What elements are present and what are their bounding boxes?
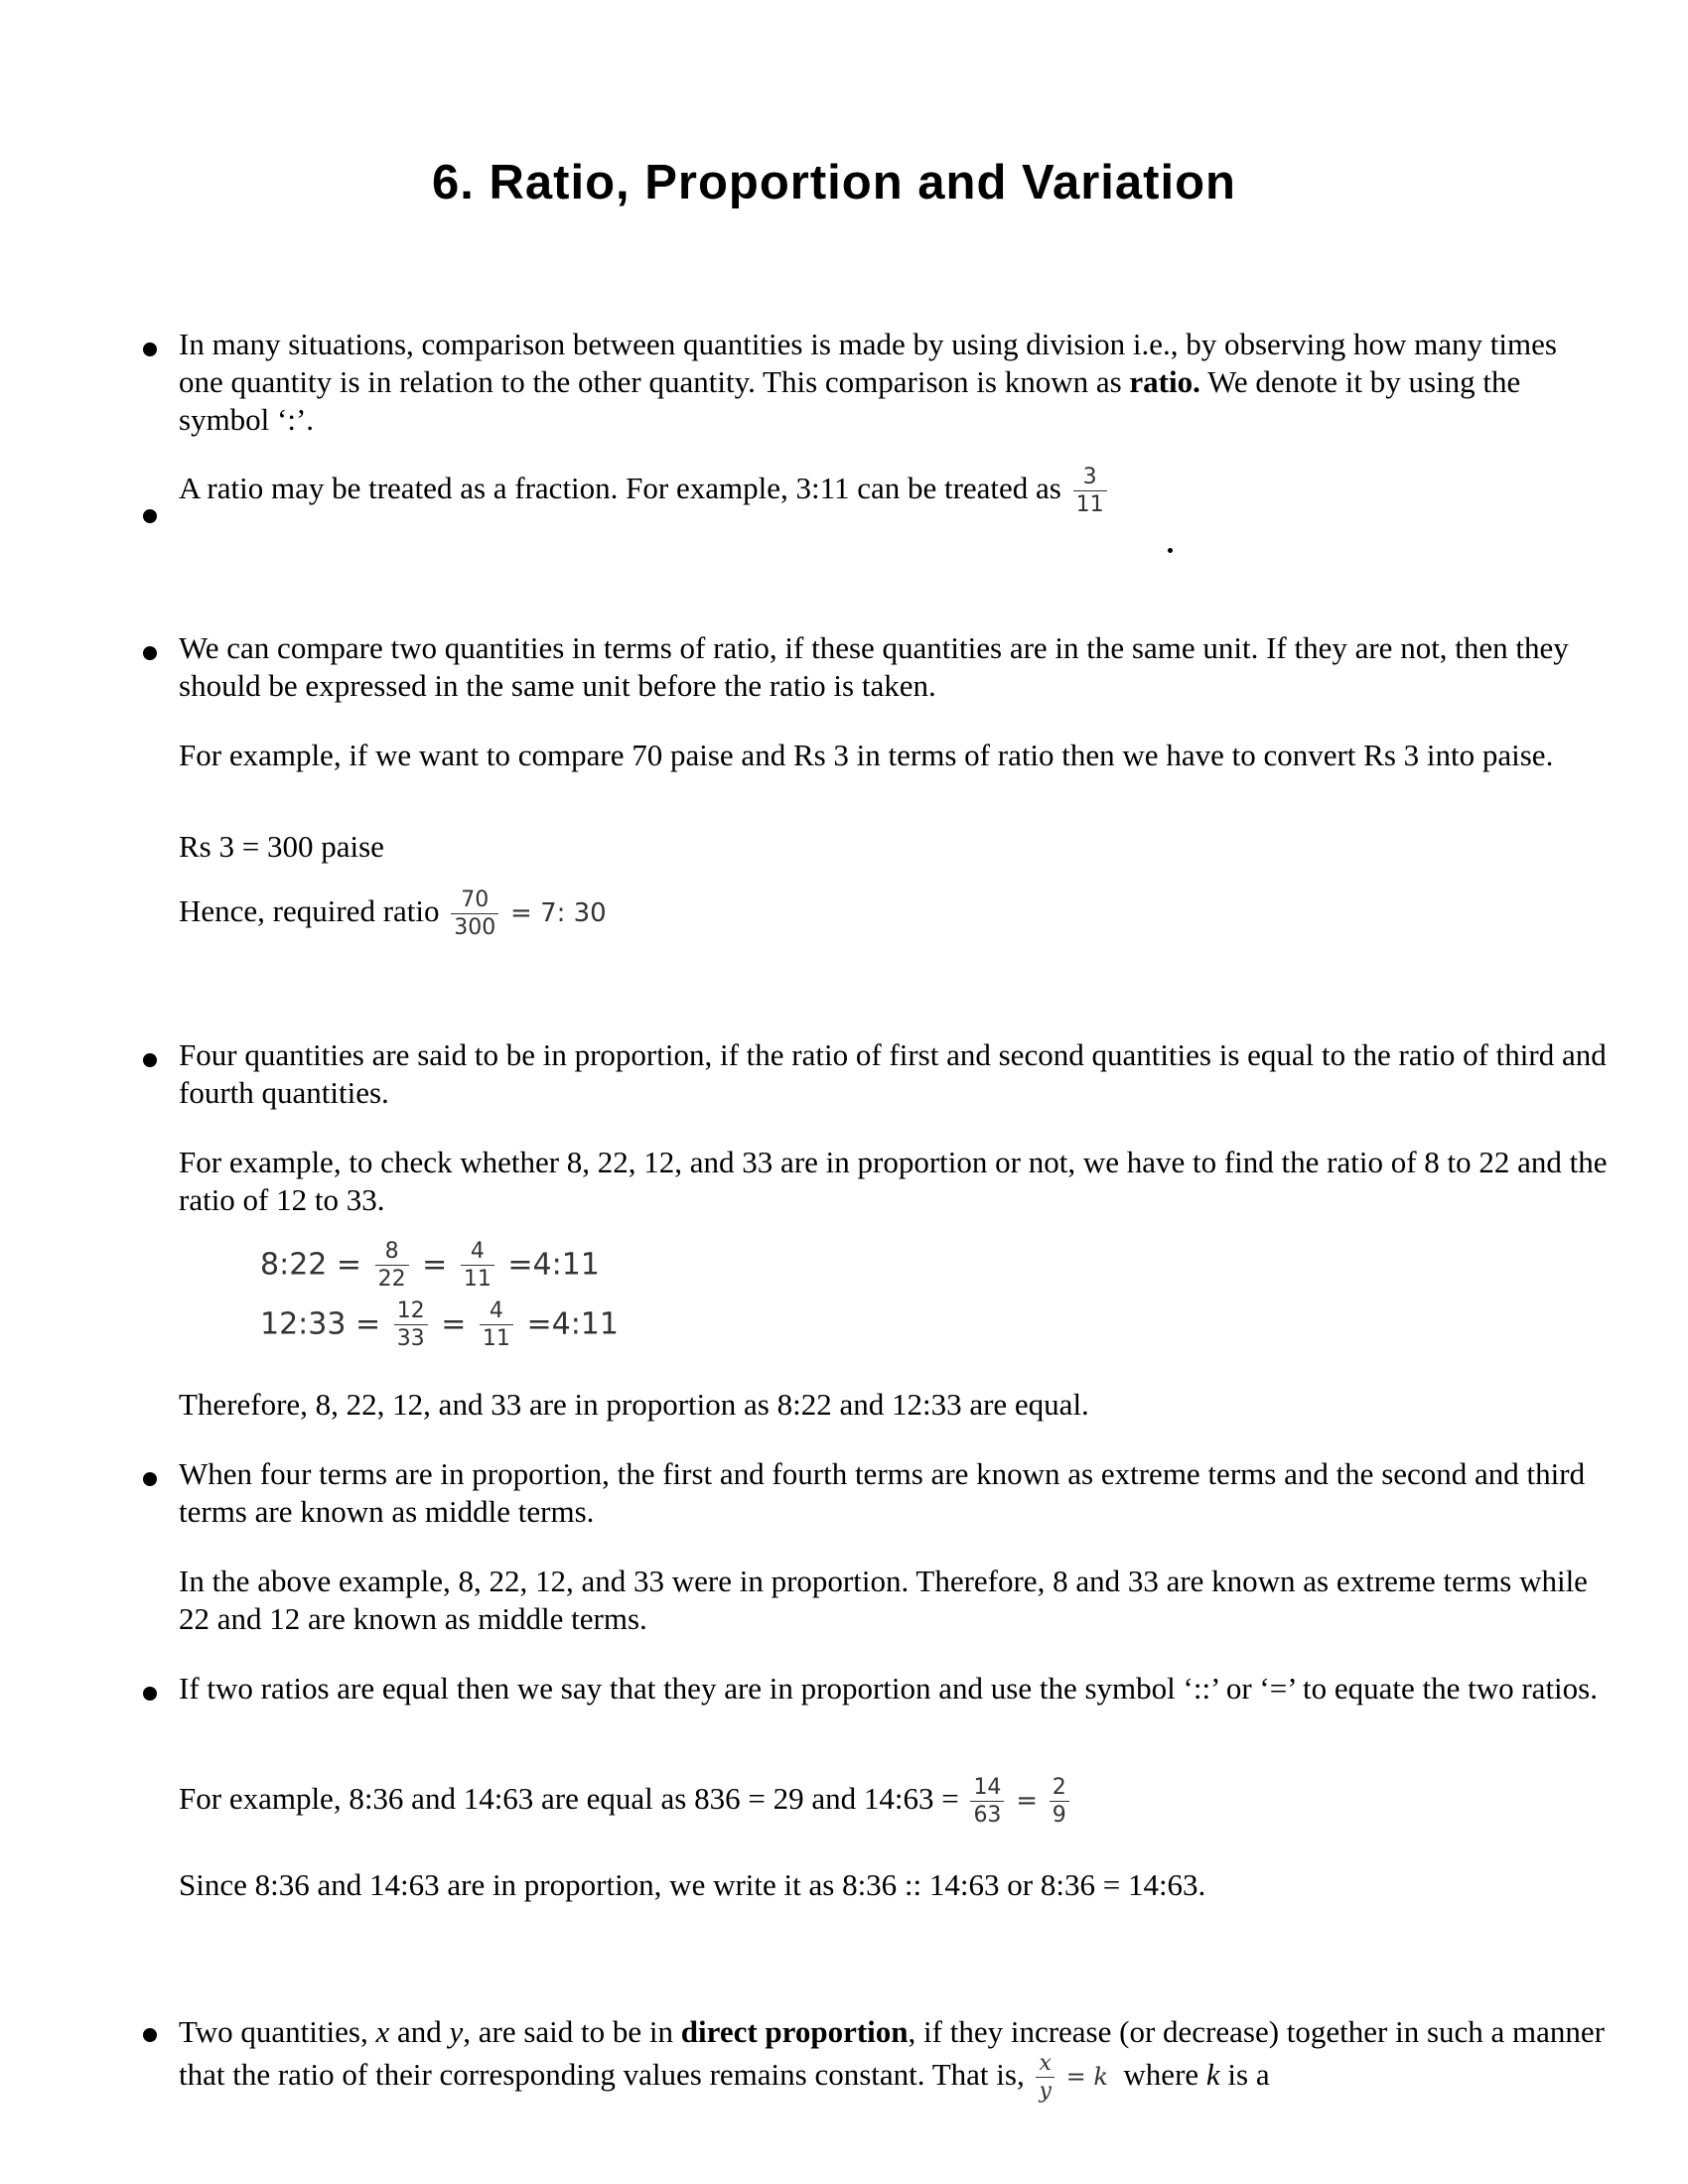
numerator: 2: [1050, 1777, 1069, 1802]
paragraph-example-paise: For example, if we want to compare 70 paise and Rs 3 in terms of ratio then we have to convert Rs 3 into paise.: [179, 738, 1554, 772]
bullet-dot: [143, 646, 157, 660]
denominator: 300: [454, 915, 496, 940]
fraction: [480, 1300, 513, 1350]
bullet-dot: [143, 509, 157, 523]
text: Hence, required ratio: [179, 893, 440, 929]
paragraph-conversion: Rs 3 = 300 paise: [179, 829, 384, 864]
paragraph-ratio-fraction: [179, 467, 1609, 516]
text: is a: [1219, 2057, 1270, 2093]
fraction: [461, 1241, 494, 1291]
fraction-2-9: [1050, 1777, 1069, 1827]
text: , if they increase (or decrease) together in such a manner that the ratio of their corresponding values remains constant. That is,: [179, 2014, 1605, 2093]
bold-term-ratio: ratio.: [1129, 364, 1200, 399]
page-title: 6. Ratio, Proportion and Variation: [432, 156, 1236, 209]
denominator: y: [1039, 2079, 1052, 2104]
numerator: 70: [451, 889, 498, 914]
text: For example, 8:36 and 14:63 are equal as 836 = 29 and 14:63 =: [179, 1781, 959, 1817]
numerator: 8: [375, 1241, 409, 1266]
variable-x: x: [375, 2014, 390, 2049]
paragraph-example-proportion: For example, to check whether 8, 22, 12, and 33 are in proportion or not, we have to find the ratio of 8 to 22 and the ratio of 12 to 33.: [179, 1145, 1608, 1217]
bold-term-direct-proportion: direct proportion: [680, 2014, 909, 2049]
bullet-dot: [143, 1472, 157, 1486]
text: A ratio may be treated as a fraction. For example, 3:11 can be treated as: [179, 471, 1061, 506]
fraction-x-y: [1036, 2053, 1054, 2103]
denominator: 33: [396, 1326, 425, 1351]
paragraph-extreme-middle-terms: When four terms are in proportion, the first and fourth terms are known as extreme terms and the second and third terms are known as middle terms.: [179, 1456, 1586, 1529]
fraction-14-63: [970, 1777, 1004, 1827]
equation-lhs: 12:33 =: [260, 1306, 381, 1342]
paragraph-ratio-definition: [179, 326, 1609, 439]
paragraph-proportion-definition: Four quantities are said to be in proportion, if the ratio of first and second quantities is equal to the ratio of third and fourth quantities.: [179, 1037, 1607, 1110]
text: In many situations, comparison between quantities is made by using division i.e., by observing how many times one quantity is in relation to the other quantity. This comparison is known as: [179, 327, 1557, 399]
numerator: 14: [970, 1777, 1004, 1802]
text: and: [389, 2014, 450, 2049]
paragraph-example-equal-ratios: [179, 1777, 1609, 1827]
variable-y: y: [449, 2014, 464, 2049]
fraction: [375, 1241, 409, 1291]
numerator: 4: [461, 1241, 494, 1266]
equals-sign: =: [441, 1306, 467, 1342]
numerator: 3: [1073, 467, 1107, 491]
paragraph-same-unit: We can compare two quantities in terms of ratio, if these quantities are in the same unit. If they are not, then they should be expressed in the same unit before the ratio is taken.: [179, 630, 1569, 703]
denominator: 11: [1075, 492, 1104, 517]
equals-k: = k: [1065, 2063, 1108, 2092]
fraction: [394, 1300, 428, 1350]
bullet-dot: [143, 1053, 157, 1067]
equation-lhs: 8:22 =: [260, 1247, 362, 1283]
denominator: 9: [1052, 1803, 1066, 1828]
bullet-dot: [143, 2028, 157, 2042]
ratio-result: = 7: 30: [510, 898, 607, 929]
equals-sign: =: [422, 1247, 448, 1283]
paragraph-required-ratio: [179, 889, 1609, 939]
denominator: 22: [377, 1267, 406, 1292]
denominator: 63: [973, 1803, 1002, 1828]
fraction-3-11: [1073, 467, 1107, 516]
variable-k: k: [1205, 2057, 1220, 2093]
paragraph-proportion-conclusion: Therefore, 8, 22, 12, and 33 are in proportion as 8:22 and 12:33 are equal.: [179, 1387, 1089, 1422]
paragraph-example-terms: In the above example, 8, 22, 12, and 33 were in proportion. Therefore, 8 and 33 are known as extreme terms while 22 and 12 are known as middle terms.: [179, 1564, 1588, 1636]
numerator: 12: [394, 1300, 428, 1325]
text: We denote it by using the symbol ‘:’.: [179, 364, 1521, 437]
fraction-70-300: [451, 889, 498, 939]
text: , are said to be in: [463, 2014, 681, 2049]
denominator: 11: [482, 1326, 510, 1351]
equation-rhs: =4:11: [507, 1247, 600, 1283]
numerator: 4: [480, 1300, 513, 1325]
equation-rhs: =4:11: [526, 1306, 619, 1342]
paragraph-equal-ratios: If two ratios are equal then we say that they are in proportion and use the symbol ‘::’ or ‘=’ to equate the two ratios.: [179, 1671, 1598, 1706]
equals-sign: =: [1016, 1786, 1038, 1817]
text: where: [1123, 2057, 1206, 2093]
paragraph-direct-proportion: [179, 2011, 1609, 2103]
equation-8-22: [260, 1241, 600, 1291]
bullet-dot: [143, 342, 157, 356]
text: Two quantities,: [179, 2014, 376, 2049]
bullet-dot: [143, 1687, 157, 1701]
equation-12-33: [260, 1300, 619, 1350]
numerator: x: [1036, 2053, 1054, 2078]
stray-period: [1168, 548, 1173, 553]
denominator: 11: [463, 1267, 492, 1292]
paragraph-proportion-notation: Since 8:36 and 14:63 are in proportion, we write it as 8:36 :: 14:63 or 8:36 = 14:63.: [179, 1867, 1206, 1902]
